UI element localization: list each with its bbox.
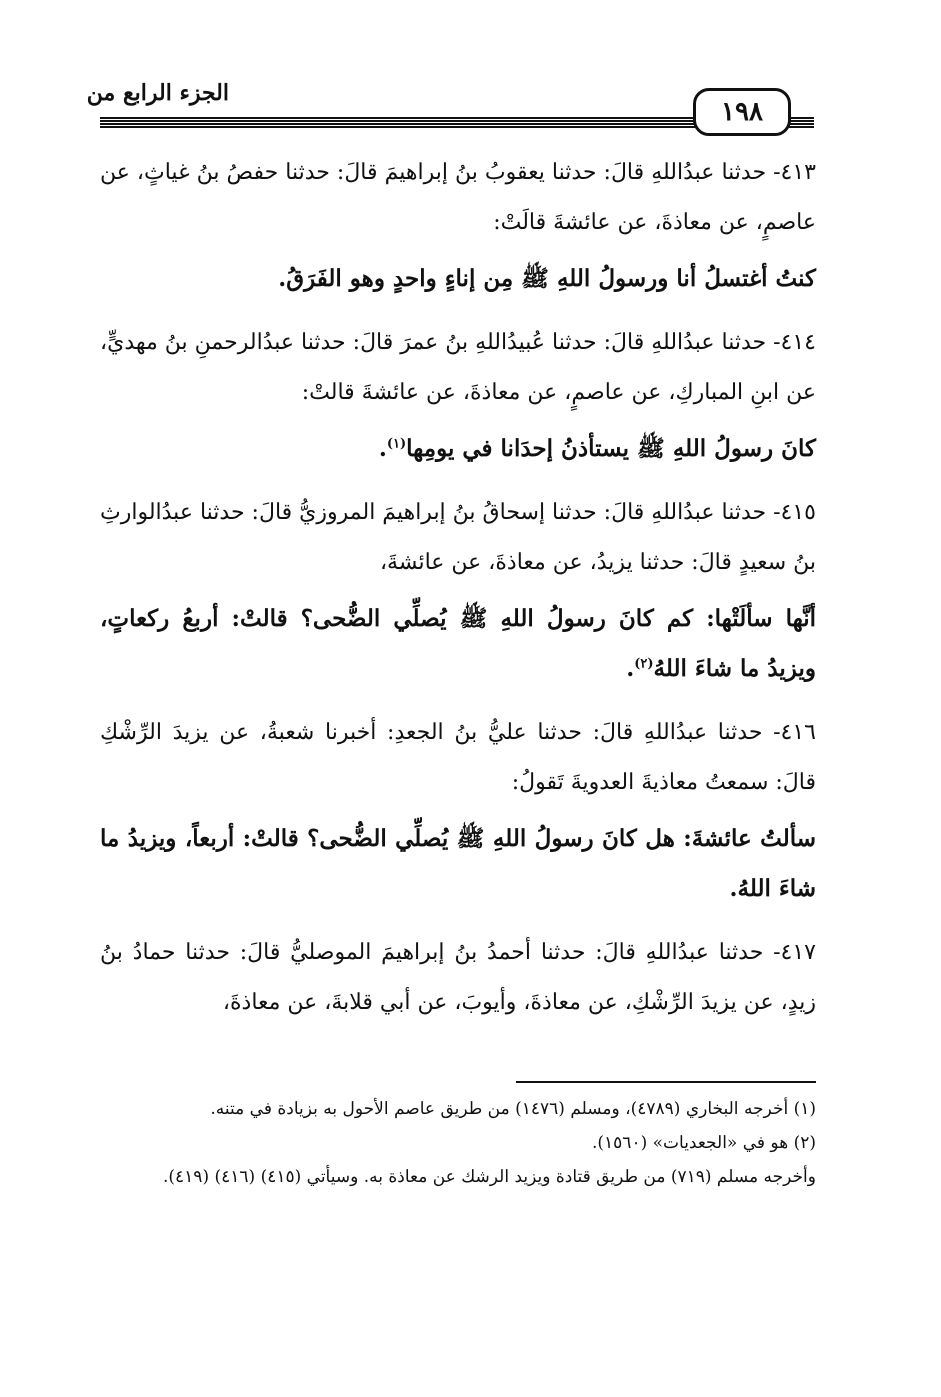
footnote-2: (٢) هو في «الجعديات» (١٥٦٠). <box>592 1133 816 1153</box>
hadith-413-chain: ٤١٣- حدثنا عبدُاللهِ قالَ: حدثنا يعقوبُ بنُ إبراهيمَ قالَ: حدثنا حفصُ بنُ غياثٍ، عن عاصمٍ، عن معاذةَ، عن عائشةَ قالَتْ: <box>100 160 816 235</box>
hadith-414-end: . <box>378 435 387 462</box>
hadith-416-text: سألتُ عائشةَ: هل كانَ رسولُ اللهِ ﷺ يُصلِّي الضُّحى؟ قالتْ: أربعاً، ويزيدُ ما شاءَ اللهُ. <box>100 825 816 902</box>
page-number: ١٩٨ <box>693 88 791 136</box>
hadith-414-chain: ٤١٤- حدثنا عبدُاللهِ قالَ: حدثنا عُبيدُاللهِ بنُ عمرَ قالَ: حدثنا عبدُالرحمنِ بنُ مهديٍّ، عن ابنِ المباركِ، عن عاصمٍ، عن معاذةَ، عن عائشةَ قالتْ: <box>100 330 816 405</box>
hadith-413-text: كنتُ أغتسلُ أنا ورسولُ اللهِ ﷺ مِن إناءٍ واحدٍ وهو الفَرَقُ. <box>278 265 816 292</box>
hadith-416-chain: ٤١٦- حدثنا عبدُاللهِ قالَ: حدثنا عليُّ بنُ الجعدِ: أخبرنا شعبةُ، عن يزيدَ الرِّشْكِ قالَ: سمعتُ معاذيةَ العدويةَ تَقولُ: <box>100 720 816 795</box>
hadith-414-text <box>100 424 816 474</box>
hadith-415-body: أنَّها سألَتْها: كم كانَ رسولُ اللهِ ﷺ يُصلِّي الضُّحى؟ قالتْ: أربعُ ركعاتٍ، ويزيدُ ما شاءَ اللهُ <box>100 605 816 682</box>
footnote-ref-1[interactable]: (١) <box>386 436 407 452</box>
footnote-2-continued: وأخرجه مسلم (٧١٩) من طريق قتادة ويزيد الرشك عن معاذة به. وسيأتي (٤١٥) (٤١٦) (٤١٩). <box>163 1167 816 1187</box>
footnotes <box>100 1094 816 1196</box>
footnote-separator <box>516 1081 816 1083</box>
page-body <box>100 148 816 1028</box>
footnote-1: (١) أخرجه البخاري (٤٧٨٩)، ومسلم (١٤٧٦) من طريق عاصم الأحول به بزيادة في متنه. <box>210 1099 816 1119</box>
hadith-415-text <box>100 594 816 694</box>
hadith-414-body: كانَ رسولُ اللهِ ﷺ يستأذنُ إحدَانا في يومِها <box>406 435 816 462</box>
hadith-415-end: . <box>626 655 635 682</box>
hadith-417-chain: ٤١٧- حدثنا عبدُاللهِ قالَ: حدثنا أحمدُ بنُ إبراهيمَ الموصليُّ قالَ: حدثنا حمادُ بنُ زيدٍ، عن يزيدَ الرِّشْكِ، عن معاذةَ، وأيوبَ، عن أبي قلابةَ، عن معاذةَ، <box>100 940 816 1015</box>
header-rule <box>100 117 698 129</box>
footnote-ref-2[interactable]: (٢) <box>634 656 654 672</box>
hadith-415-chain: ٤١٥- حدثنا عبدُاللهِ قالَ: حدثنا إسحاقُ بنُ إبراهيمَ المروزيُّ قالَ: حدثنا عبدُالوارثِ بنُ سعيدٍ قالَ: حدثنا يزيدُ، عن معاذةَ، عن عائشةَ، <box>100 500 816 575</box>
running-header: الجزء الرابع من <box>86 80 229 106</box>
